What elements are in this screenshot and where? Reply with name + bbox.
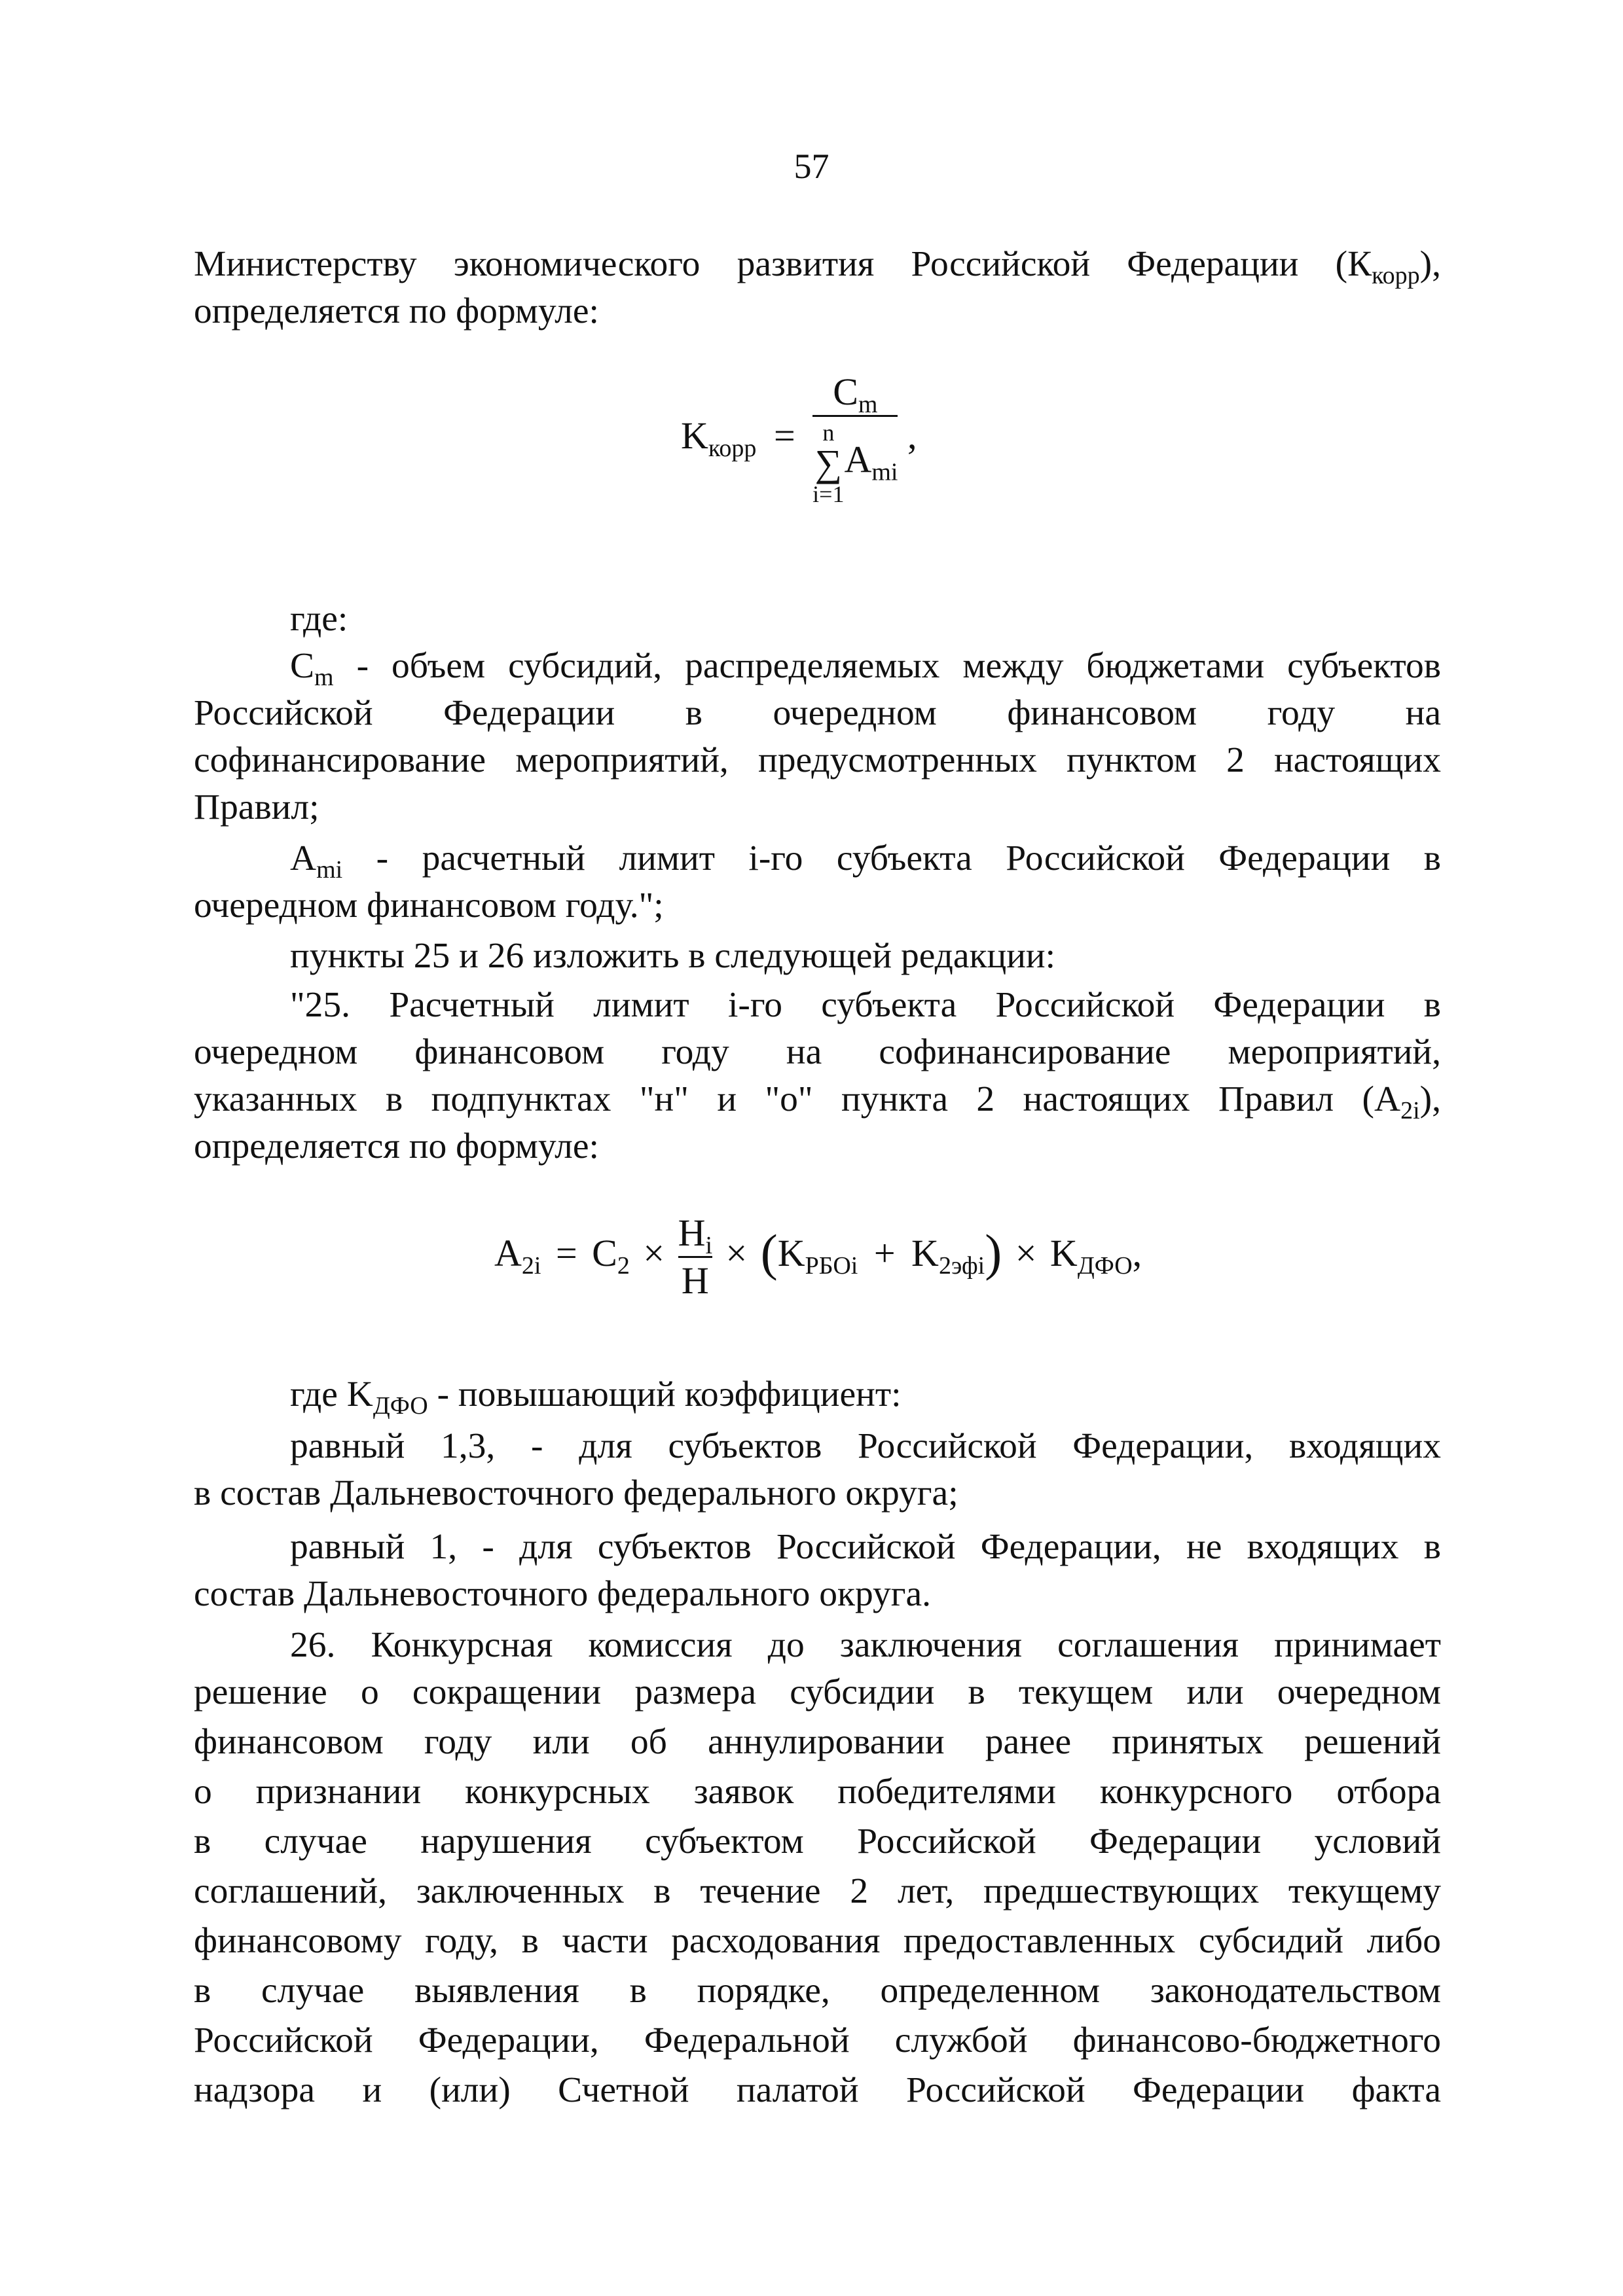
ami-definition-line-2: очередном финансовом году."; <box>194 886 664 925</box>
cm-definition-line-2: Российской Федерации в очередном финансовом году на <box>194 693 1441 733</box>
p25-line-3: указанных в подпунктах "н" и "о" пункта 2 настоящих Правил $(A_{2i})$, <box>194 1079 1441 1124</box>
formula1-lhs: K <box>681 414 708 457</box>
formula-a2i: $A_{2i} = C_2$ × $\frac{H_i}{H}$ × $(K_{РБОi} + K_{2эфi}) \times K_{ДФО}$, <box>494 1211 1142 1302</box>
formula1-sum-symbol: ∑ <box>814 442 842 484</box>
intro-line-2: определяется по формуле: <box>194 291 599 331</box>
p25-line-2: очередном финансовом году на софинансирование мероприятий, <box>194 1032 1441 1072</box>
intro-end: ), <box>1419 244 1441 284</box>
p26-line-7: финансовому году, в части расходования предоставленных субсидий либо <box>194 1921 1441 1961</box>
formula1-denominator: n ∑ i=1 $A_{mi}$ <box>812 420 898 507</box>
formula2-fraction: $\frac{H_i}{H}$ <box>678 1211 713 1302</box>
formula1-eq: = <box>773 414 795 457</box>
formula1-fraction <box>812 370 898 507</box>
formula1-numerator: $C_m$ <box>833 370 878 418</box>
p26-line-2: решение о сокращении размера субсидии в текущем или очередном <box>194 1672 1441 1712</box>
points-intro: пункты 25 и 26 изложить в следующей редакции: <box>290 936 1056 976</box>
formula1-lhs-sub: корр <box>708 434 757 462</box>
formula1-sum-lower: i=1 <box>812 481 845 507</box>
p25-line-4: определяется по формуле: <box>194 1126 599 1166</box>
coef-a-line-1: равный 1,3, - для субъектов Российской Федерации, входящих <box>290 1426 1441 1466</box>
coef-b-line-2: состав Дальневосточного федерального округа. <box>194 1574 931 1614</box>
cm-definition-line-4: Правил; <box>194 787 319 827</box>
intro-sub: корр <box>1372 262 1420 289</box>
coef-a-line-2: в состав Дальневосточного федерального округа; <box>194 1473 958 1513</box>
p26-line-10: надзора и (или) Счетной палатой Российской Федерации факта <box>194 2070 1441 2110</box>
coef-intro: где $K_{ДФО}$ - повышающий коэффициент: <box>290 1374 902 1420</box>
formula1-sum-upper: n <box>822 420 835 446</box>
p26-line-8: в случае выявления в порядке, определенном законодательством <box>194 1971 1441 2011</box>
p25-line-1: "25. Расчетный лимит i-го субъекта Российской Федерации в <box>290 985 1441 1025</box>
p26-line-6: соглашений, заключенных в течение 2 лет, предшествующих текущему <box>194 1871 1441 1911</box>
intro-text: Министерству экономического развития Российской Федерации (К <box>194 244 1372 284</box>
formula1-fraction-bar <box>812 415 898 417</box>
p26-line-5: в случае нарушения субъектом Российской Федерации условий <box>194 1821 1441 1861</box>
formula1-sum <box>812 421 844 506</box>
intro-line-1 <box>194 241 1441 288</box>
page-number: 57 <box>793 147 830 186</box>
ami-definition-line-1: $A_{mi}$ - расчетный лимит i-го субъекта Российской Федерации в <box>290 838 1441 884</box>
p26-line-4: о признании конкурсных заявок победителями конкурсного отбора <box>194 1772 1441 1812</box>
formula-k-korr <box>681 370 917 507</box>
where-label: где: <box>290 599 348 639</box>
p26-line-3: финансовом году или об аннулировании ранее принятых решений <box>194 1722 1441 1762</box>
p26-line-1: 26. Конкурсная комиссия до заключения соглашения принимает <box>290 1625 1441 1665</box>
p26-line-9: Российской Федерации, Федеральной службой финансово-бюджетного <box>194 2020 1441 2060</box>
coef-b-line-1: равный 1, - для субъектов Российской Федерации, не входящих в <box>290 1527 1441 1567</box>
formula1-tail: , <box>907 414 917 457</box>
cm-definition-line-1: $C_m$ - объем субсидий, распределяемых между бюджетами субъектов <box>290 646 1441 691</box>
cm-definition-line-3: софинансирование мероприятий, предусмотренных пунктом 2 настоящих <box>194 740 1441 780</box>
